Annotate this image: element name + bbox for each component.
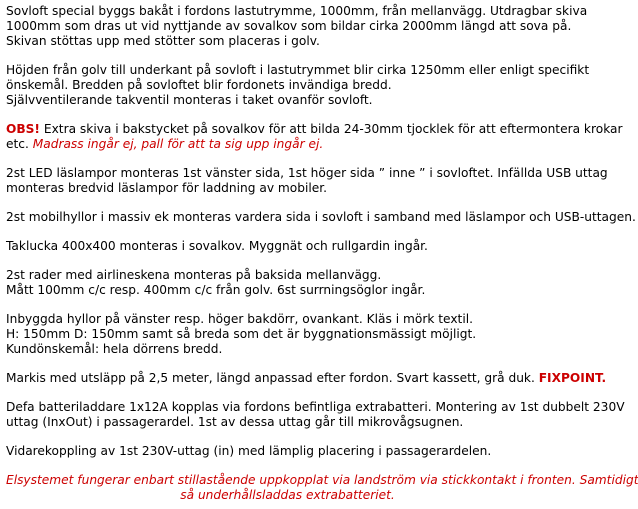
obs-text: Extra skiva i bakstycket på sovalkov för att bilda 24-30mm tjocklek för att eftermontera krokar (40, 122, 623, 136)
text-line: Defa batteriladdare 1x12A kopplas via fordons befintliga extrabatteri. Montering av 1st dubbelt 230V (6, 400, 625, 414)
text-line: Skivan stöttas upp med stötter som placeras i golv. (6, 34, 320, 48)
text-line: Självventilerande takventil monteras i taket ovanför sovloft. (6, 93, 373, 107)
paragraph-height (6, 63, 590, 108)
obs-label: OBS! (6, 122, 40, 136)
paragraph-airlineskena (6, 268, 569, 298)
text-line: Taklucka 400x400 monteras i sovalkov. Myggnät och rullgardin ingår. (6, 239, 428, 253)
text-line: Inbyggda hyllor på vänster resp. höger bakdörr, ovankant. Kläs i mörk textil. (6, 312, 473, 326)
paragraph-sovloft (6, 4, 588, 49)
footer-line: Elsystemet fungerar enbart stillastående uppkopplat via landström via stickkontakt i fronten. Samtidigt (6, 473, 638, 487)
paragraph-obs (6, 122, 623, 152)
text-line: 2st LED läslampor monteras 1st vänster sida, 1st höger sida ” inne ” i sovloftet. Infällda USB uttag (6, 166, 608, 180)
text-line: monteras bredvid läslampor för laddning av mobiler. (6, 181, 328, 195)
paragraph-defa (6, 400, 625, 430)
footer-line: så underhållsladdas extrabatteriet. (180, 488, 395, 502)
text-line: 2st mobilhyllor i massiv ek monteras vardera sida i sovloft i samband med läslampor och USB-uttagen. (6, 210, 636, 224)
paragraph-led (6, 166, 608, 196)
paragraph-vidarekoppling (6, 444, 569, 459)
text-line: uttag (InxOut) i passagerardel. 1st av dessa uttag går till mikrovågsugnen. (6, 415, 464, 429)
paragraph-hyllor (6, 312, 569, 357)
text-line: 2st rader med airlineskena monteras på baksida mellanvägg. (6, 268, 382, 282)
paragraph-markis (6, 371, 607, 386)
text-line: Sovloft special byggs bakåt i fordons lastutrymme, 1000mm, från mellanvägg. Utdragbar skiva (6, 4, 588, 18)
text-line: önskemål. Bredden på sovloftet blir fordonets invändiga bredd. (6, 78, 392, 92)
markis-text: Markis med utsläpp på 2,5 meter, längd anpassad efter fordon. Svart kassett, grå duk. (6, 371, 539, 385)
text-line: Höjden från golv till underkant på sovloft i lastutrymmet blir cirka 1250mm eller enligt specifikt (6, 63, 590, 77)
text-line: Mått 100mm c/c resp. 400mm c/c från golv. 6st surrningsöglor ingår. (6, 283, 426, 297)
text-line (6, 371, 607, 386)
paragraph-mobilhyllor (6, 210, 636, 225)
obs-etc: etc. (6, 137, 33, 151)
madrass-note: Madrass ingår ej, pall för att ta sig upp ingår ej. (32, 137, 324, 151)
text-line: Kundönskemål: hela dörrens bredd. (6, 342, 223, 356)
obs-line (6, 122, 623, 137)
footer-note (6, 473, 638, 503)
text-line: 1000mm som dras ut vid nyttjande av sovalkov som bildar cirka 2000mm längd att sova på. (6, 19, 572, 33)
text-line: H: 150mm D: 150mm samt så breda som det är byggnationsmässigt möjligt. (6, 327, 477, 341)
text-line: Vidarekoppling av 1st 230V-uttag (in) med lämplig placering i passagerardelen. (6, 444, 492, 458)
brand-fixpoint: FIXPOINT. (538, 371, 607, 385)
obs-line-2 (6, 137, 569, 152)
paragraph-taklucka (6, 239, 569, 254)
